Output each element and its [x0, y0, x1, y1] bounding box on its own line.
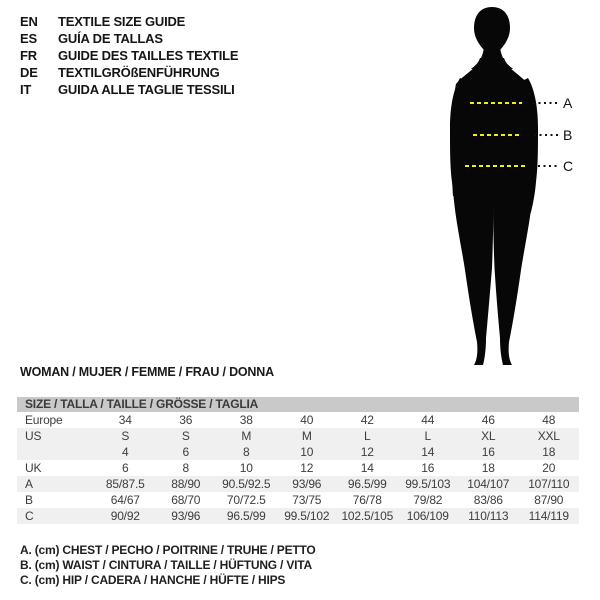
row-label: UK [25, 461, 42, 475]
language-code: FR [20, 48, 37, 63]
language-code: ES [20, 31, 37, 46]
table-cell: 8 [182, 461, 189, 475]
legend-line: B. (cm) WAIST / CINTURA / TAILLE / HÜFTUNG / VITA [20, 558, 312, 572]
table-row-line [17, 444, 579, 460]
row-label: B [25, 493, 33, 507]
table-cell: 99.5/103 [405, 477, 451, 491]
silhouette-right-leg [493, 190, 533, 365]
table-cell: 48 [542, 413, 556, 427]
table-cell: 18 [542, 445, 556, 459]
table-cell: 18 [481, 461, 495, 475]
table-cell: 14 [360, 461, 374, 475]
table-cell: S [181, 429, 190, 443]
table-cell: 96.5/99 [226, 509, 266, 523]
row-label: US [25, 429, 42, 443]
table-cell: 4 [122, 445, 129, 459]
table-cell: 102.5/105 [341, 509, 394, 523]
table-cell: 88/90 [171, 477, 201, 491]
section-title: WOMAN / MUJER / FEMME / FRAU / DONNA [20, 365, 274, 379]
table-cell: M [241, 429, 252, 443]
table-cell: 8 [243, 445, 250, 459]
language-row [20, 47, 238, 64]
table-row [17, 428, 579, 460]
table-cell: 42 [360, 413, 374, 427]
table-cell: 73/75 [292, 493, 322, 507]
table-cell: 6 [182, 445, 189, 459]
language-row [20, 81, 238, 98]
marker-label-c: C [563, 158, 574, 174]
table-cell: 16 [481, 445, 495, 459]
table-cell: 10 [239, 461, 253, 475]
table-cell: L [424, 429, 431, 443]
table-row [17, 476, 579, 492]
table-cell: 90/92 [110, 509, 140, 523]
table-cell: 76/78 [352, 493, 382, 507]
table-cell: XL [481, 429, 496, 443]
table-cell: 40 [300, 413, 314, 427]
language-guide-title: TEXTILE SIZE GUIDE [58, 14, 186, 29]
table-cell: L [364, 429, 371, 443]
table-row-line [17, 460, 579, 476]
size-table-header: SIZE / TALLA / TAILLE / GRÖSSE / TAGLIA [17, 397, 579, 412]
marker-label-a: A [563, 95, 573, 111]
table-cell: XXL [537, 429, 560, 443]
language-list [20, 13, 238, 98]
table-cell: 46 [481, 413, 495, 427]
table-cell: 83/86 [473, 493, 503, 507]
table-cell: S [121, 429, 130, 443]
size-table-body [17, 412, 579, 524]
table-cell: 10 [300, 445, 314, 459]
size-table [17, 397, 579, 524]
table-cell: 85/87.5 [105, 477, 145, 491]
table-cell: 38 [239, 413, 253, 427]
table-cell: 70/72.5 [226, 493, 266, 507]
language-code: DE [20, 65, 38, 80]
table-row [17, 412, 579, 428]
marker-label-b: B [563, 127, 573, 143]
table-row-line [17, 412, 579, 428]
table-cell: 64/67 [110, 493, 140, 507]
table-row-line [17, 476, 579, 492]
table-cell: 12 [360, 445, 374, 459]
table-cell: 14 [421, 445, 435, 459]
table-cell: 106/109 [406, 509, 449, 523]
table-cell: 90.5/92.5 [222, 477, 271, 491]
language-code: EN [20, 14, 38, 29]
table-row-line [17, 492, 579, 508]
table-cell: 110/113 [468, 509, 509, 523]
row-label [17, 444, 95, 460]
table-cell: 20 [542, 461, 556, 475]
table-cell: 93/96 [292, 477, 322, 491]
language-row [20, 64, 238, 81]
table-row [17, 460, 579, 476]
table-cell: 79/82 [413, 493, 443, 507]
language-guide-title: GUIDE DES TAILLES TEXTILE [58, 48, 239, 63]
table-cell: 12 [300, 461, 314, 475]
table-cell: 87/90 [534, 493, 564, 507]
table-cell: 96.5/99 [347, 477, 387, 491]
legend-line: C. (cm) HIP / CADERA / HANCHE / HÜFTE / HIPS [20, 573, 286, 587]
language-row [20, 30, 238, 47]
measure-legend [20, 543, 316, 588]
table-cell: 68/70 [171, 493, 201, 507]
table-cell: 34 [118, 413, 132, 427]
language-guide-title: GUIDA ALLE TAGLIE TESSILI [58, 82, 235, 97]
language-row [20, 13, 238, 30]
table-cell: 114/119 [528, 509, 569, 523]
table-cell: 93/96 [171, 509, 201, 523]
row-label: Europe [25, 413, 63, 427]
language-guide-title: GUÍA DE TALLAS [58, 31, 163, 46]
legend-line: A. (cm) CHEST / PECHO / POITRINE / TRUHE / PETTO [20, 543, 316, 557]
table-row [17, 492, 579, 508]
table-cell: 16 [421, 461, 435, 475]
table-row [17, 508, 579, 524]
table-cell: 6 [122, 461, 129, 475]
language-code: IT [20, 82, 32, 97]
table-cell: 107/110 [528, 477, 570, 491]
language-guide-title: TEXTILGRÖßENFÜHRUNG [58, 65, 220, 80]
table-cell: 36 [179, 413, 193, 427]
table-cell: M [301, 429, 312, 443]
row-label: A [25, 477, 33, 491]
table-cell: 44 [421, 413, 435, 427]
table-cell: 104/107 [467, 477, 510, 491]
table-cell: 99.5/102 [284, 509, 330, 523]
table-row-line [17, 508, 579, 524]
table-row-line [17, 428, 579, 444]
woman-silhouette [420, 0, 600, 380]
row-label: C [25, 509, 34, 523]
silhouette-left-leg [453, 190, 494, 365]
